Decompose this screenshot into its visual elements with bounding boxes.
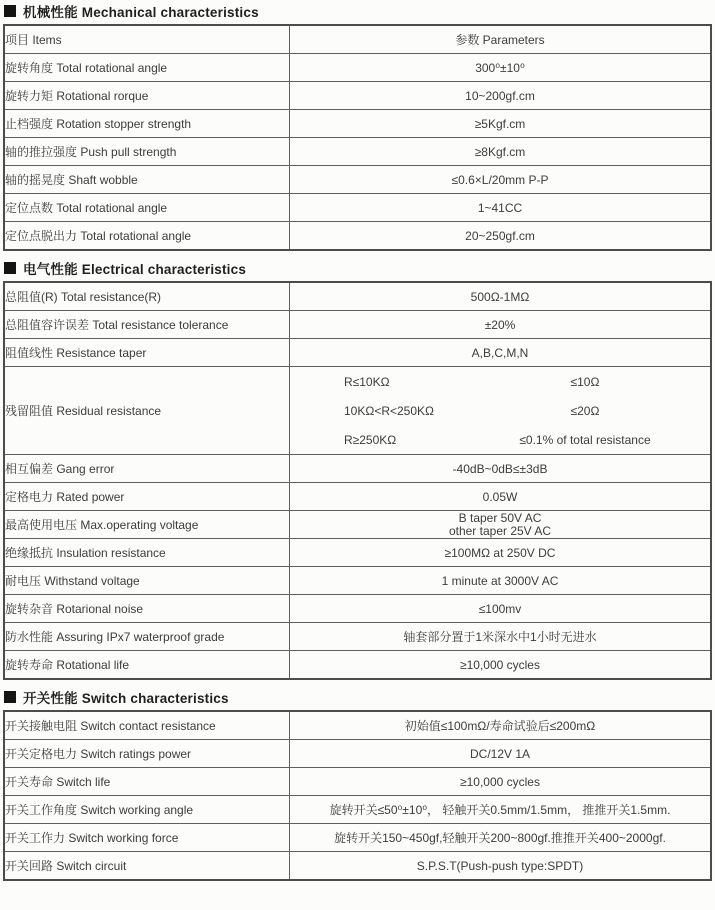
item-label-cell: 旋转杂音 Rotarional noise: [4, 595, 290, 623]
parameter-value-cell: 10~200gf.cm: [290, 82, 712, 110]
table-row: [4, 567, 711, 595]
item-label-cell: 开关接触电阻 Switch contact resistance: [4, 711, 290, 740]
parameter-value-cell: 20~250gf.cm: [290, 222, 712, 251]
parameter-value-cell: DC/12V 1A: [290, 740, 712, 768]
table-row: [4, 711, 711, 740]
residual-resistance-value-cell: [290, 367, 712, 455]
items-header-cell: 项目 Items: [4, 25, 290, 54]
table-row: [4, 768, 711, 796]
item-label-cell: 开关工作力 Switch working force: [4, 824, 290, 852]
table-row-max-voltage: [4, 511, 711, 539]
electrical-table: [3, 281, 712, 680]
table-header-row: [4, 25, 711, 54]
item-label-cell: 定格电力 Rated power: [4, 483, 290, 511]
parameter-value-cell: ≤0.6×L/20mm P-P: [290, 166, 712, 194]
item-label-cell: 防水性能 Assuring IPx7 waterproof grade: [4, 623, 290, 651]
parameter-value-cell: S.P.S.T(Push-push type:SPDT): [290, 852, 712, 881]
parameter-value-cell: 轴套部分置于1米深水中1小时无进水: [290, 623, 712, 651]
residual-subrow: [290, 396, 710, 425]
item-label-cell: 轴的推拉强度 Push pull strength: [4, 138, 290, 166]
item-label-cell: 总阻值容许误差 Total resistance tolerance: [4, 311, 290, 339]
table-row: [4, 651, 711, 680]
switch-table: [3, 710, 712, 881]
table-row: [4, 623, 711, 651]
section-electrical: [2, 260, 713, 680]
table-row: [4, 595, 711, 623]
item-label-cell: 相互偏差 Gang error: [4, 455, 290, 483]
value-line-2: other taper 25V AC: [448, 523, 552, 538]
section-title-text: 机械性能 Mechanical characteristics: [23, 5, 259, 20]
parameter-value-cell: ≥10,000 cycles: [290, 768, 712, 796]
item-label-cell: 绝缘抵抗 Insulation resistance: [4, 539, 290, 567]
parameter-value-cell: 500Ω-1MΩ: [290, 282, 712, 311]
mechanical-table: [3, 24, 712, 251]
item-label-cell: 开关工作角度 Switch working angle: [4, 796, 290, 824]
parameter-value-cell: ≥100MΩ at 250V DC: [290, 539, 712, 567]
parameter-value-cell: 旋转开关≤50⁰±10⁰， 轻触开关0.5mm/1.5mm， 推推开关1.5mm.: [290, 796, 712, 824]
table-row: [4, 166, 711, 194]
parameter-value-cell: ≤100mv: [290, 595, 712, 623]
parameter-value-cell: 0.05W: [290, 483, 712, 511]
item-label-cell: 止档强度 Rotation stopper strength: [4, 110, 290, 138]
parameter-value-cell: 1 minute at 3000V AC: [290, 567, 712, 595]
parameter-value-cell: -40dB~0dB≤±3dB: [290, 455, 712, 483]
table-row: [4, 824, 711, 852]
table-row: [4, 194, 711, 222]
table-row: [4, 455, 711, 483]
parameter-value-cell: A,B,C,M,N: [290, 339, 712, 367]
table-row: [4, 82, 711, 110]
item-label-cell: 残留阻值 Residual resistance: [4, 367, 290, 455]
table-row: [4, 282, 711, 311]
value-line-1: B taper 50V AC: [458, 510, 542, 525]
item-label-cell: 旋转寿命 Rotational life: [4, 651, 290, 680]
parameter-value-cell: 旋转开关150~450gf,轻触开关200~800gf.推推开关400~2000gf.: [290, 824, 712, 852]
item-label-cell: 开关回路 Switch circuit: [4, 852, 290, 881]
residual-condition: 10KΩ<R<250KΩ: [344, 403, 434, 418]
table-row: [4, 54, 711, 82]
section-title-mechanical: [4, 3, 713, 19]
item-label-cell: 阻值线性 Resistance taper: [4, 339, 290, 367]
item-label-cell: 最高使用电压 Max.operating voltage: [4, 511, 290, 539]
table-row: [4, 539, 711, 567]
parameter-value-cell: ±20%: [290, 311, 712, 339]
table-row: [4, 852, 711, 881]
parameter-value-cell: 初始值≤100mΩ/寿命试验后≤200mΩ: [290, 711, 712, 740]
section-bullet-icon: [4, 691, 16, 703]
parameter-value-cell: ≥5Kgf.cm: [290, 110, 712, 138]
section-bullet-icon: [4, 262, 16, 274]
section-bullet-icon: [4, 5, 16, 17]
residual-value: ≤10Ω: [570, 374, 600, 389]
table-row: [4, 311, 711, 339]
table-row: [4, 740, 711, 768]
section-title-text: 电气性能 Electrical characteristics: [23, 262, 247, 277]
item-label-cell: 开关定格电力 Switch ratings power: [4, 740, 290, 768]
section-mechanical: [2, 3, 713, 251]
item-label-cell: 轴的摇晃度 Shaft wobble: [4, 166, 290, 194]
parameters-header-cell: 参数 Parameters: [290, 25, 712, 54]
item-label-cell: 定位点数 Total rotational angle: [4, 194, 290, 222]
section-switch: [2, 689, 713, 881]
table-row: [4, 110, 711, 138]
table-row: [4, 222, 711, 251]
residual-condition: R≥250KΩ: [344, 432, 397, 447]
parameter-value-cell: 1~41CC: [290, 194, 712, 222]
parameter-value-cell: ≥10,000 cycles: [290, 651, 712, 680]
table-row: [4, 138, 711, 166]
table-row: [4, 483, 711, 511]
section-title-electrical: [4, 260, 713, 276]
residual-subrow: [290, 425, 710, 454]
residual-subrow: [290, 367, 710, 396]
parameter-value-cell: 300⁰±10⁰: [290, 54, 712, 82]
section-title-text: 开关性能 Switch characteristics: [23, 691, 229, 706]
residual-value: ≤0.1% of total resistance: [519, 432, 651, 447]
table-row: [4, 796, 711, 824]
parameter-value-cell: [290, 511, 712, 539]
item-label-cell: 旋转角度 Total rotational angle: [4, 54, 290, 82]
residual-value: ≤20Ω: [570, 403, 600, 418]
section-title-switch: [4, 689, 713, 705]
item-label-cell: 耐电压 Withstand voltage: [4, 567, 290, 595]
table-row-residual-resistance: [4, 367, 711, 455]
item-label-cell: 开关寿命 Switch life: [4, 768, 290, 796]
item-label-cell: 总阻值(R) Total resistance(R): [4, 282, 290, 311]
parameter-value-cell: ≥8Kgf.cm: [290, 138, 712, 166]
residual-condition: R≤10KΩ: [344, 374, 390, 389]
item-label-cell: 定位点脱出力 Total rotational angle: [4, 222, 290, 251]
table-row: [4, 339, 711, 367]
item-label-cell: 旋转力矩 Rotational rorque: [4, 82, 290, 110]
